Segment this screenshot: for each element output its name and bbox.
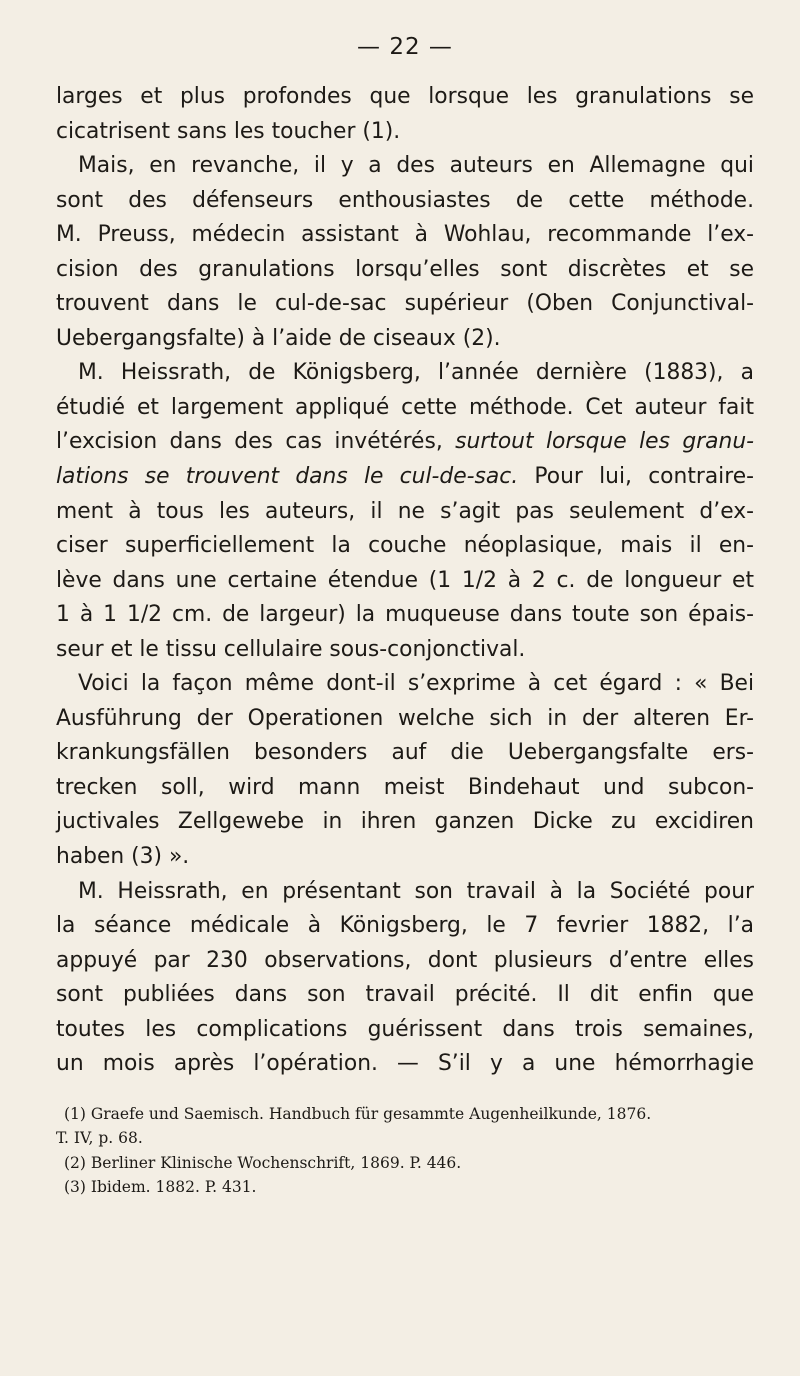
text-line: haben (3) ».	[56, 844, 190, 870]
text-line: cision des granulations lorsqu’elles sont discrètes et se	[56, 256, 754, 282]
text-line: seur et le tissu cellulaire sous-conjonctival.	[56, 636, 526, 662]
italic-segment: lations se trouvent dans le cul-de-sac.	[56, 464, 519, 490]
text-line: cicatrisent sans les toucher (1).	[56, 118, 401, 144]
footnotes	[56, 1102, 754, 1200]
text-line: Ausführung der Operationen welche sich in der alteren Er-	[56, 705, 754, 731]
text-line: ciser superficiellement la couche néoplasique, mais il en-	[56, 533, 754, 559]
text-line: Voici la façon même dont-il s’exprime à cet égard : « Bei	[78, 671, 754, 697]
paragraph-3	[56, 356, 754, 667]
paragraph-4	[56, 667, 754, 874]
text-line: appuyé par 230 observations, dont plusieurs d’entre elles	[56, 947, 754, 973]
italic-segment: surtout lorsque les granu-	[455, 429, 754, 455]
text-line: Uebergangsfalte) à l’aide de ciseaux (2).	[56, 325, 501, 351]
text-line: lève dans une certaine étendue (1 1/2 à 2 c. de longueur et	[56, 567, 754, 593]
paragraph-1	[56, 80, 754, 149]
page-number: — 22 —	[357, 34, 453, 60]
text-segment: l’excision dans des cas invétérés,	[56, 429, 456, 455]
text-line: 1 à 1 1/2 cm. de largeur) la muqueuse dans toute son épais-	[56, 602, 754, 628]
footnote-3: (3) Ibidem. 1882. P. 431.	[64, 1178, 257, 1197]
text-line: M. Heissrath, de Königsberg, l’année dernière (1883), a	[78, 360, 754, 386]
paragraph-2	[56, 149, 754, 356]
paragraph-5	[56, 875, 754, 1082]
text-line: trouvent dans le cul-de-sac supérieur (Oben Conjunctival-	[56, 291, 754, 317]
body-text	[56, 80, 754, 1082]
footnote-1-continued: T. IV, p. 68.	[56, 1129, 143, 1148]
text-line: la séance médicale à Königsberg, le 7 fevrier 1882, l’a	[56, 913, 754, 939]
footnote-1: (1) Graefe und Saemisch. Handbuch für gesammte Augenheilkunde, 1876.	[64, 1104, 652, 1123]
text-line-with-italic	[56, 425, 754, 460]
text-line: trecken soll, wird mann meist Bindehaut und subcon-	[56, 774, 754, 800]
text-segment: Pour lui, contraire-	[518, 464, 755, 490]
text-line: Mais, en revanche, il y a des auteurs en Allemagne qui	[78, 153, 754, 179]
text-line: toutes les complications guérissent dans trois semaines,	[56, 1016, 754, 1042]
text-line: krankungsfällen besonders auf die Uebergangsfalte ers-	[56, 740, 754, 766]
text-line: un mois après l’opération. — S’il y a une hémorrhagie	[56, 1051, 754, 1077]
text-line: M. Heissrath, en présentant son travail à la Société pour	[78, 878, 754, 904]
text-line: larges et plus profondes que lorsque les granulations se	[56, 84, 754, 109]
text-line-with-italic	[56, 460, 754, 495]
text-line: ment à tous les auteurs, il ne s’agit pas seulement d’ex-	[56, 498, 754, 524]
text-line: sont des défenseurs enthousiastes de cette méthode.	[56, 187, 754, 213]
text-line: M. Preuss, médecin assistant à Wohlau, recommande l’ex-	[56, 222, 754, 248]
text-line: juctivales Zellgewebe in ihren ganzen Dicke zu excidiren	[56, 809, 754, 835]
text-line: sont publiées dans son travail précité. Il dit enfin que	[56, 982, 754, 1008]
text-line: étudié et largement appliqué cette méthode. Cet auteur fait	[56, 394, 754, 420]
footnote-2: (2) Berliner Klinische Wochenschrift, 1869. P. 446.	[64, 1153, 462, 1172]
